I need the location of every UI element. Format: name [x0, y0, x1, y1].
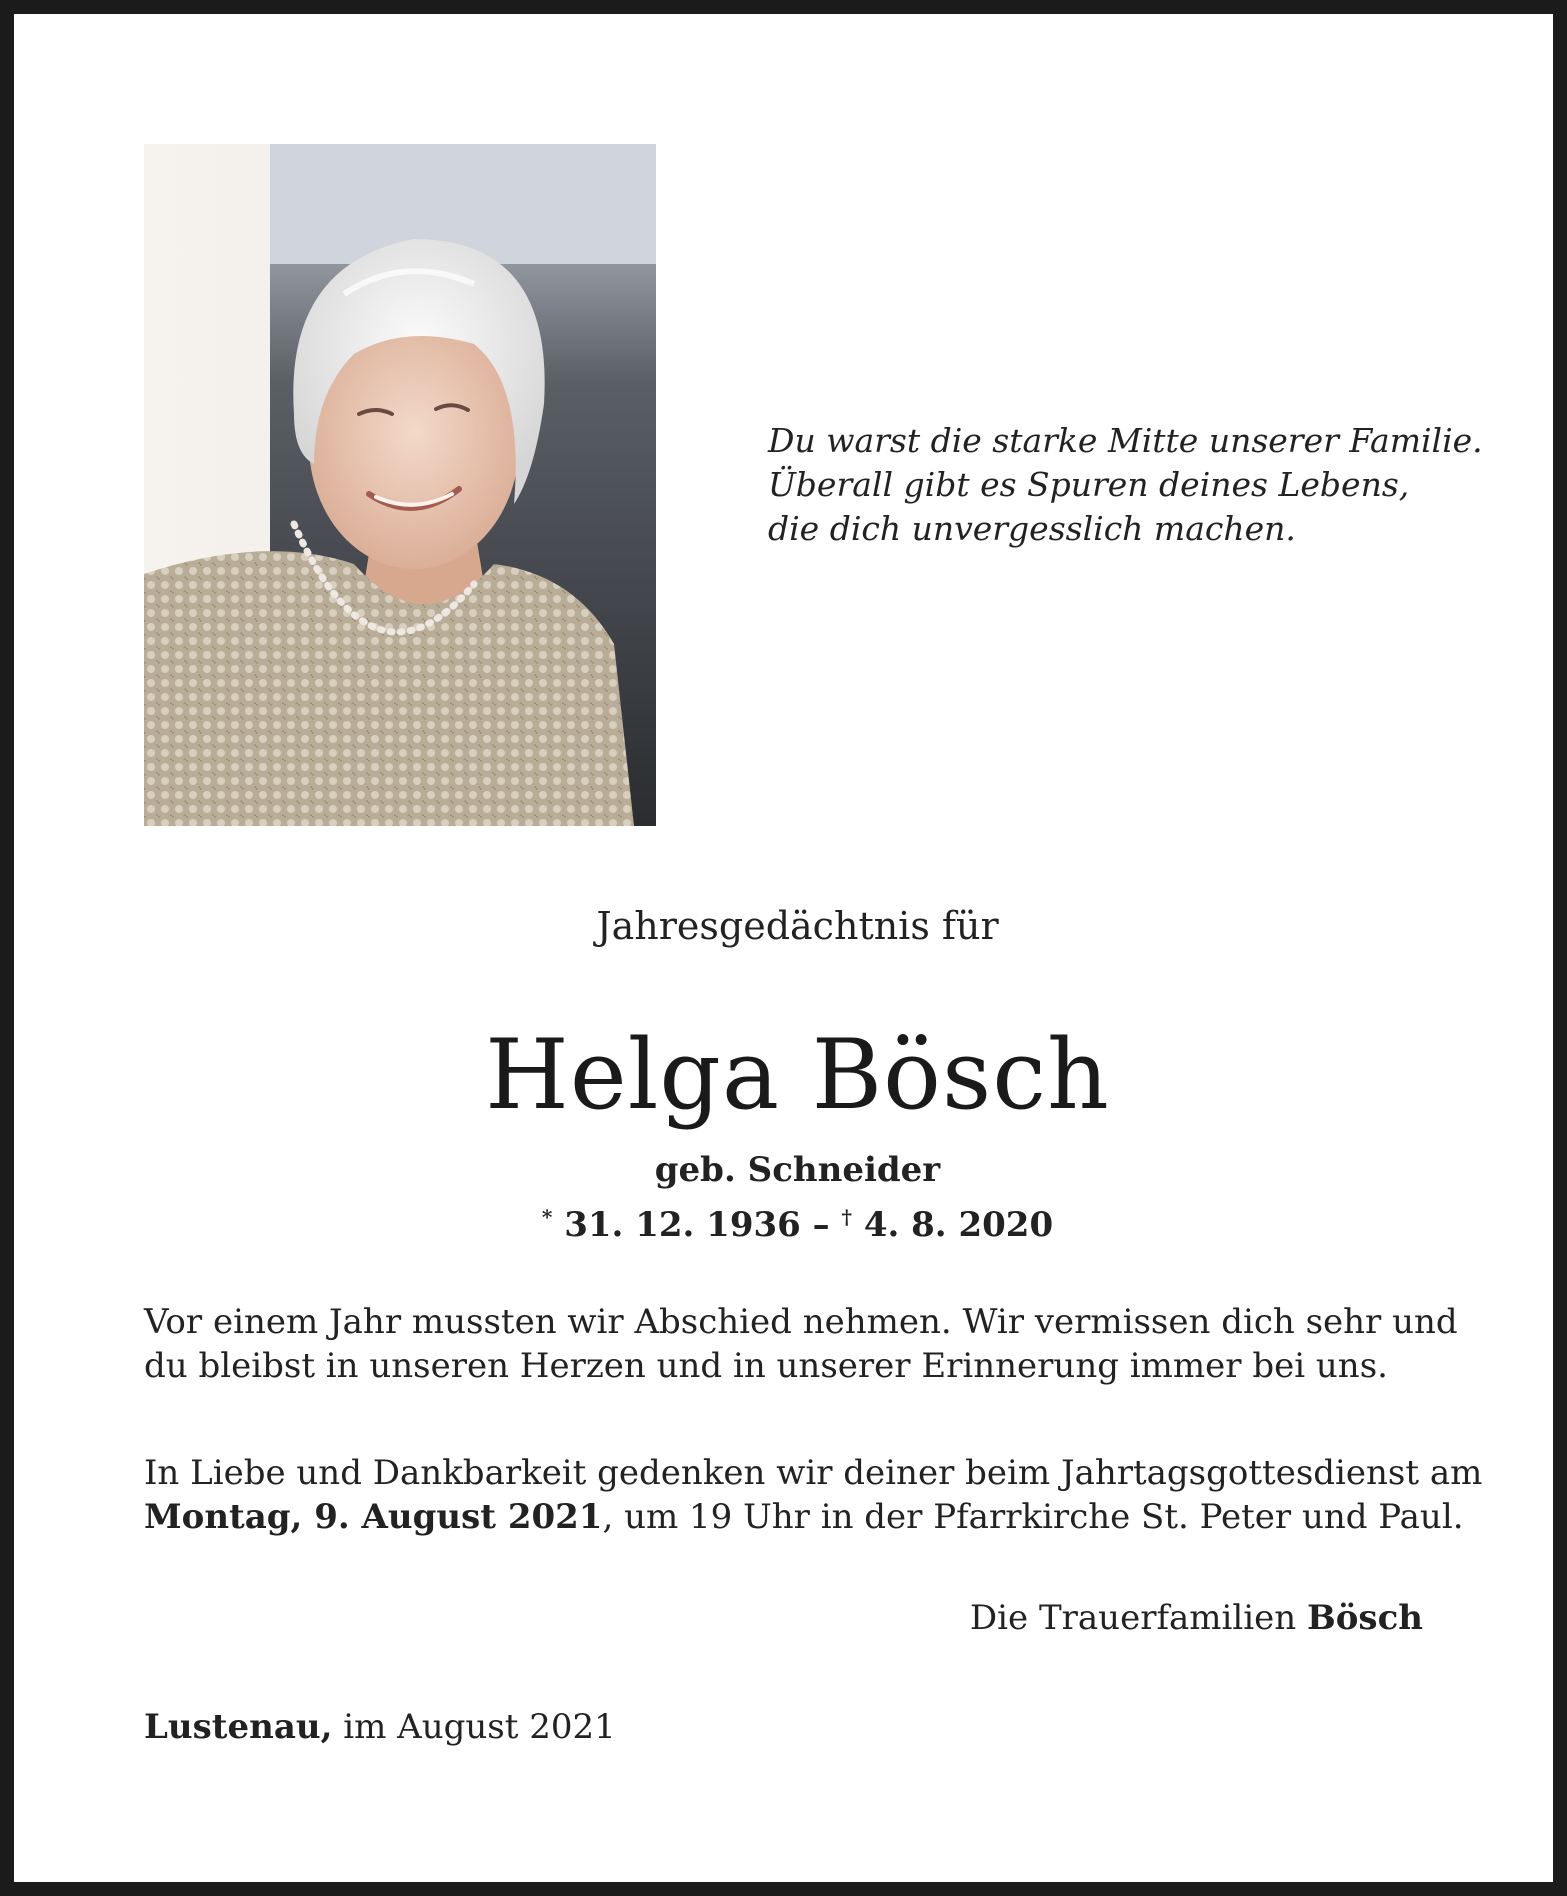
- death-symbol: †: [841, 1205, 852, 1229]
- quote-line-3: die dich unvergesslich machen.: [768, 509, 1296, 548]
- service-line-1: In Liebe und Dankbarkeit gedenken wir deiner beim Jahrtagsgottesdienst am: [144, 1453, 1483, 1493]
- service-paragraph: [144, 1451, 1483, 1539]
- service-line-2: [144, 1495, 1464, 1539]
- birth-date: 31. 12. 1936: [564, 1205, 801, 1245]
- place-and-date: [144, 1705, 616, 1749]
- memorial-quote: [768, 419, 1488, 551]
- service-details: , um 19 Uhr in der Pfarrkirche St. Peter und Paul.: [602, 1497, 1464, 1537]
- maiden-name: geb. Schneider: [654, 1150, 941, 1190]
- message-line-1: Vor einem Jahr mussten wir Abschied nehmen. Wir vermissen dich sehr und: [144, 1302, 1458, 1342]
- signature-prefix: Die Trauerfamilien: [969, 1598, 1297, 1638]
- service-date: Montag, 9. August 2021: [144, 1497, 603, 1537]
- signature: [970, 1596, 1423, 1640]
- message-line-2: du bleibst in unseren Herzen und in unserer Erinnerung immer bei uns.: [144, 1346, 1388, 1386]
- quote-line-2: Überall gibt es Spuren deines Lebens,: [768, 465, 1410, 504]
- death-date: 4. 8. 2020: [863, 1205, 1054, 1245]
- place-name: Lustenau,: [144, 1707, 333, 1747]
- life-dates: [14, 1195, 1567, 1247]
- portrait-illustration: [144, 144, 656, 826]
- quote-line-1: Du warst die starke Mitte unserer Familie.: [768, 421, 1483, 460]
- birth-symbol: *: [541, 1205, 553, 1229]
- date-separator: –: [812, 1205, 830, 1245]
- portrait-photo: [144, 144, 656, 826]
- signature-family: Bösch: [1307, 1598, 1423, 1638]
- intro-heading: Jahresgedächtnis für: [596, 904, 999, 948]
- deceased-name: Helga Bösch: [485, 1019, 1110, 1131]
- footer-date: im August 2021: [343, 1707, 616, 1747]
- message-paragraph: [144, 1300, 1464, 1388]
